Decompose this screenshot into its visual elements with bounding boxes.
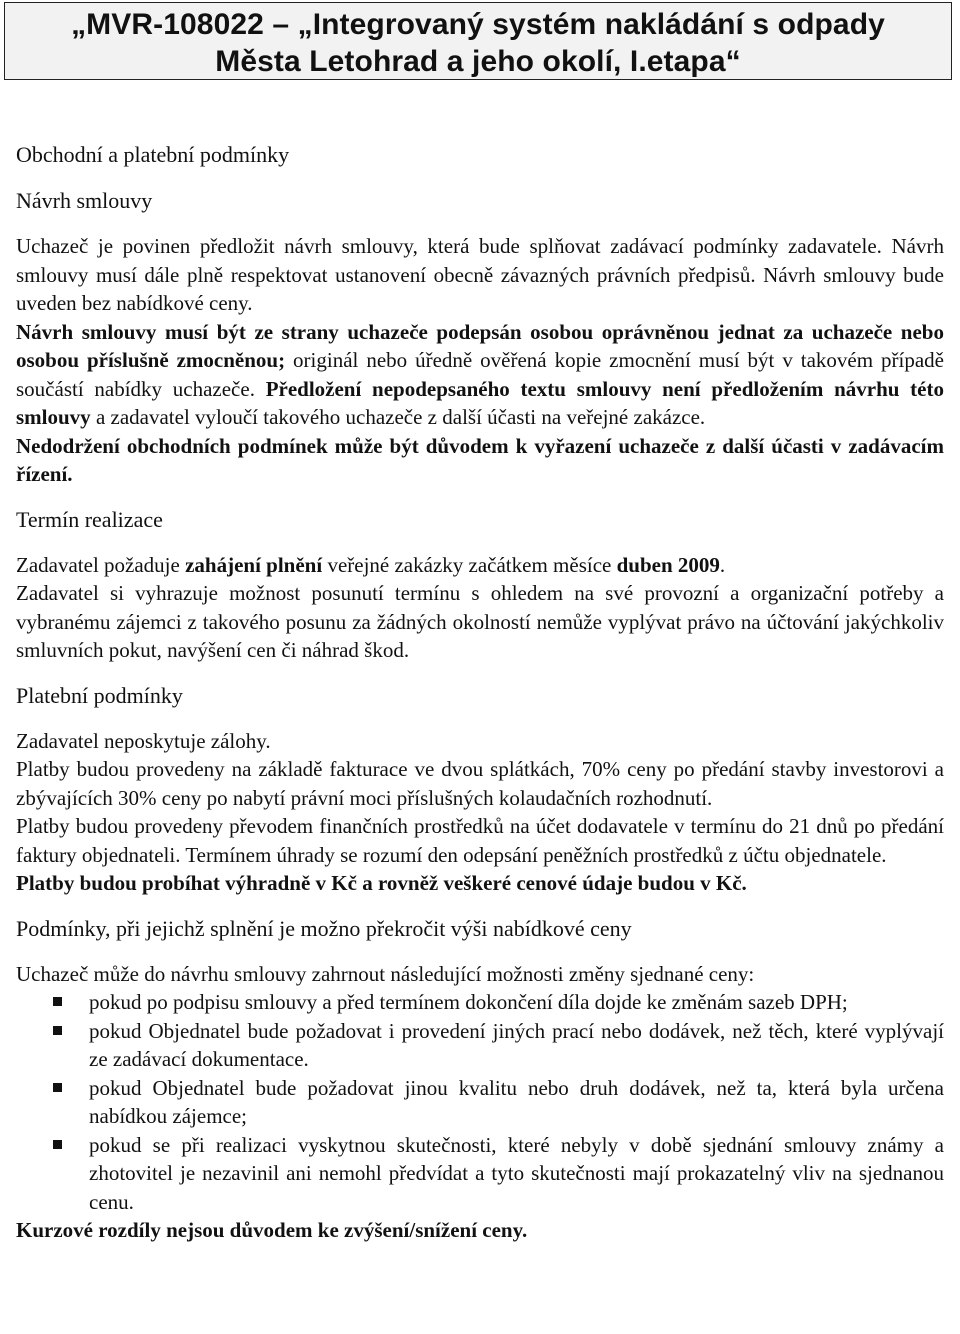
list-item-text: pokud Objednatel bude požadovat i provedení jiných prací nebo dodávek, než těch, které vyplývají ze zadávací dokumentace. <box>89 1018 944 1071</box>
conditions-list <box>16 988 944 1216</box>
paragraph-platebni-1: Zadavatel neposkytuje zálohy. <box>16 728 271 753</box>
paragraph-termin-2: Zadavatel si vyhrazuje možnost posunutí termínu s ohledem na své provozní a organizační potřeby a vybranému zájemci z takového posunu za žádných okolností nemůže vyplývat právo na účtování jakýchkoliv smluvních pokut, navýšení cen či náhrad škod. <box>16 581 944 662</box>
text-bold: Nedodržení obchodních podmínek může být důvodem k vyřazení uchazeče z další účasti v zadávacím řízení. <box>16 433 944 486</box>
text-bold: Předložení nepodepsaného textu smlouvy není předložením návrhu této smlouvy <box>16 376 944 429</box>
heading-navrh-smlouvy: Návrh smlouvy <box>16 188 153 213</box>
square-bullet-icon <box>53 997 62 1006</box>
heading-platebni-podminky: Platební podmínky <box>16 682 183 708</box>
text-normal: originál nebo úředně ověřená kopie zmocnění musí být v takovém případě součástí nabídky uchazeče. <box>16 348 944 401</box>
text-bold: Návrh smlouvy musí být ze strany uchazeče podepsán osobou oprávněnou jednat za uchazeče nebo osobou příslušně zmocněnou; <box>16 319 944 372</box>
paragraph-navrh-2 <box>16 318 944 432</box>
text-normal: veřejné zakázky začátkem měsíce <box>322 552 617 577</box>
document-body <box>16 140 944 1245</box>
heading-obchodni-podminky: Obchodní a platební podmínky <box>16 142 290 167</box>
text-normal: . <box>719 552 726 577</box>
paragraph-navrh-1: Uchazeč je povinen předložit návrh smlouvy, která bude splňovat zadávací podmínky zadavatele. Návrh smlouvy musí dále plně respektovat ustanovení obecně závazných právních předpisů. Návrh smlouvy bude uveden bez nabídkové ceny. <box>16 234 944 315</box>
text-bold: Platby budou probíhat výhradně v Kč a rovněž veškeré cenové údaje budou v Kč. <box>16 871 747 895</box>
paragraph-navrh-3 <box>16 432 944 489</box>
text-normal: Zadavatel požaduje <box>16 552 186 577</box>
paragraph-platebni-3: Platby budou provedeny převodem finančních prostředků na účet dodavatele v termínu do 21 dnů po předání faktury objednateli. Termínem úhrady se rozumí den odepsání peněžních prostředků z účtu objednatele. <box>16 814 944 867</box>
list-item <box>16 1017 944 1074</box>
paragraph-kurzove-rozdily <box>16 1216 944 1245</box>
heading-podminky-prekroceni: Podmínky, při jejichž splnění je možno překročit výši nabídkové ceny <box>16 915 632 941</box>
square-bullet-icon <box>53 1026 62 1035</box>
text-bold: zahájení plnění <box>185 552 323 577</box>
paragraph-podminky-intro: Uchazeč může do návrhu smlouvy zahrnout následující možnosti změny sjednané ceny: <box>16 961 755 986</box>
list-item-text: pokud Objednatel bude požadovat jinou kvalitu nebo druh dodávek, než ta, která byla určena nabídkou zájemce; <box>89 1075 944 1128</box>
title-line-1: „MVR-108022 – „Integrovaný systém nakládání s odpady <box>71 8 885 41</box>
text-bold: duben 2009 <box>616 552 720 577</box>
text-normal: a zadavatel vyloučí takového uchazeče z další účasti na veřejné zakázce. <box>90 405 706 429</box>
document-title-box <box>4 2 952 80</box>
paragraph-termin-1 <box>16 551 944 580</box>
title-line-2: Města Letohrad a jeho okolí, I.etapa“ <box>215 45 741 78</box>
text-bold: Kurzové rozdíly nejsou důvodem ke zvýšení/snížení ceny. <box>16 1218 528 1242</box>
list-item <box>16 1131 944 1217</box>
list-item <box>16 1074 944 1131</box>
list-item <box>16 988 944 1017</box>
square-bullet-icon <box>53 1083 62 1092</box>
list-item-text: pokud se při realizaci vyskytnou skutečnosti, které nebyly v době sjednání smlouvy známy a zhotovitel je nezavinil ani nemohl předvídat a tyto skutečnosti mají prokazatelný vliv na sjednanou cenu. <box>89 1132 944 1214</box>
paragraph-platebni-2: Platby budou provedeny na základě fakturace ve dvou splátkách, 70% ceny po předání stavby investorovi a zbývajících 30% ceny po nabytí právní moci příslušných kolaudačních rozhodnutí. <box>16 757 944 810</box>
square-bullet-icon <box>53 1140 62 1149</box>
heading-termin-realizace: Termín realizace <box>16 506 163 532</box>
paragraph-platebni-4 <box>16 869 944 898</box>
list-item-text: pokud po podpisu smlouvy a před termínem dokončení díla dojde ke změnám sazeb DPH; <box>89 990 848 1014</box>
